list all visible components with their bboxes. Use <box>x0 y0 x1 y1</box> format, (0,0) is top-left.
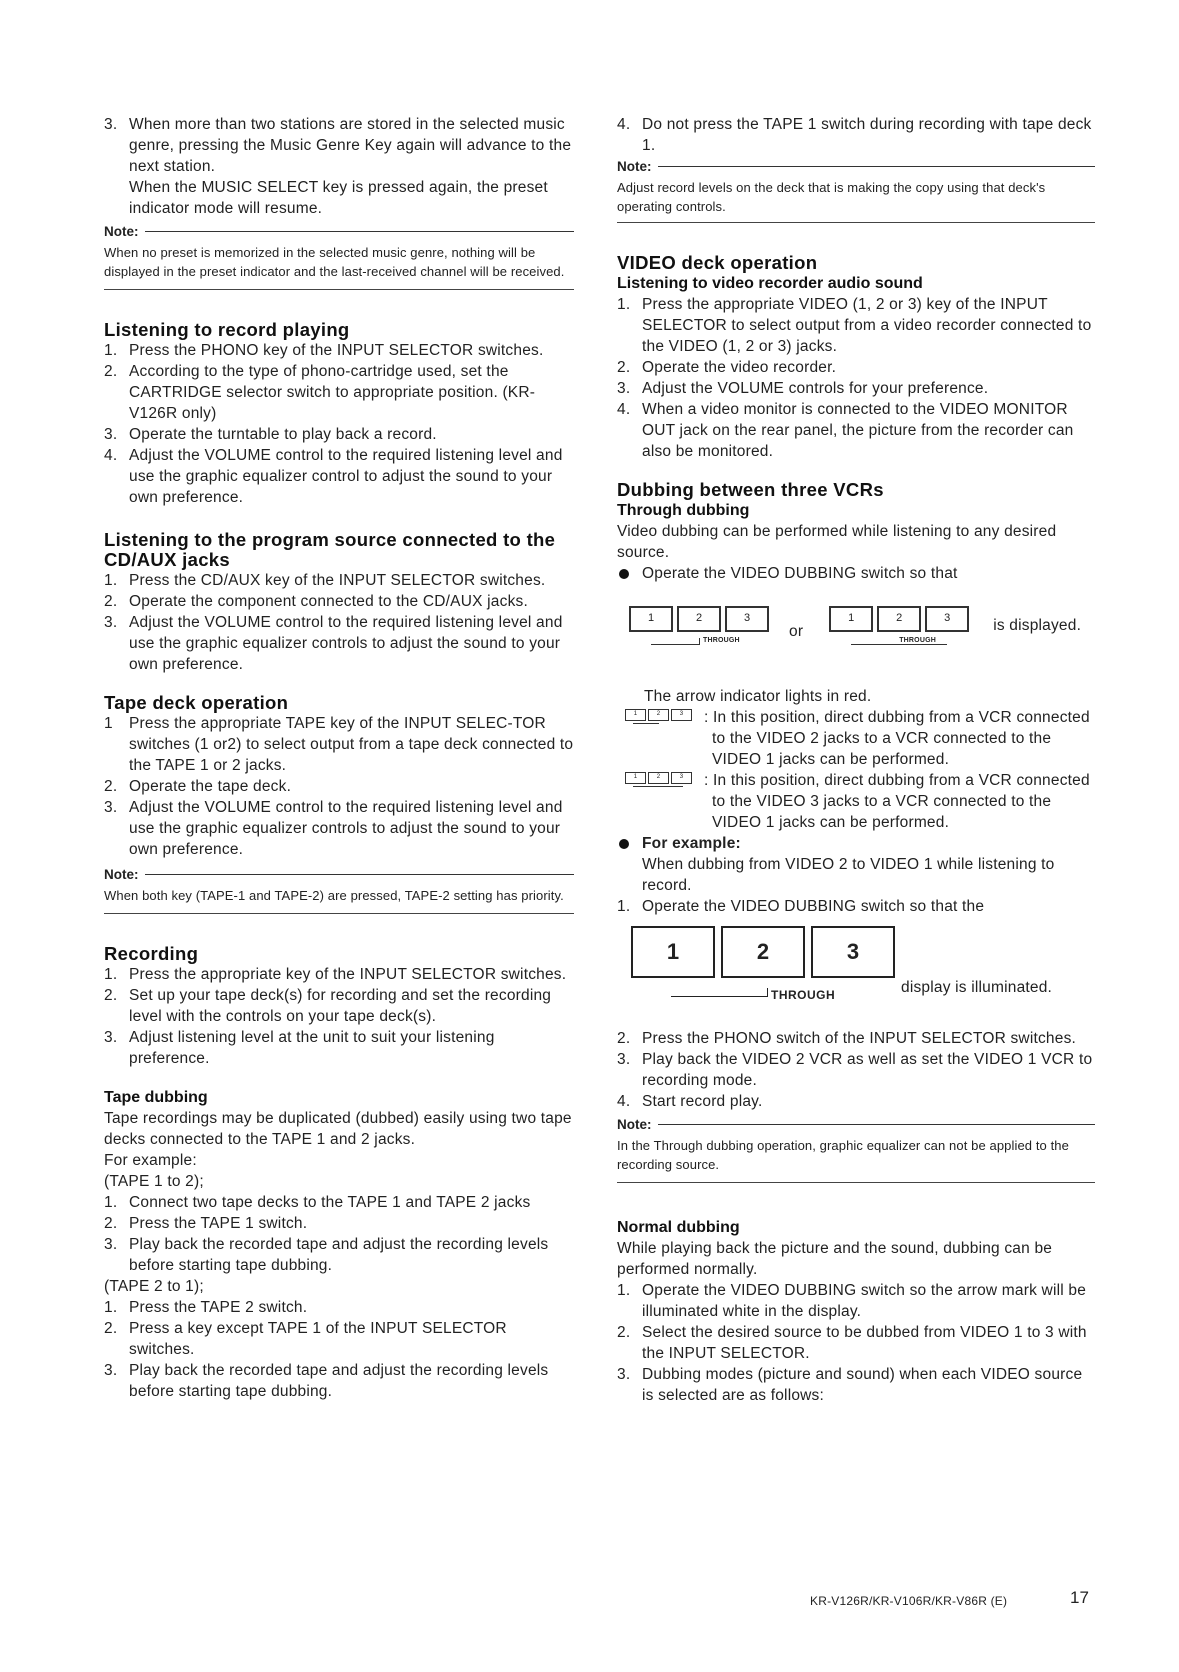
arrow-indicator <box>651 638 700 645</box>
list-item: 2. Set up your tape deck(s) for recording and set the recording level with the controls on your tape deck(s). <box>104 987 552 1025</box>
intro-list <box>617 114 1095 156</box>
note-label: Note: <box>617 1116 1095 1133</box>
list-item: 2. Press the PHONO switch of the INPUT SELECTOR switches. <box>617 1030 1077 1047</box>
left-column <box>104 114 574 1402</box>
page-number: 17 <box>1070 1588 1089 1607</box>
list-item: 2. Operate the tape deck. <box>104 778 292 795</box>
mini-display-icon: 1 2 3 <box>625 772 695 788</box>
list-item: 1 Press the appropriate TAPE key of the INPUT SELEC-TOR switches (1 or2) to select output from a tape deck connected to the TAPE 1 or 2 jacks. <box>104 715 574 774</box>
subsection-heading: Listening to video recorder audio sound <box>617 275 923 292</box>
list-item: 3. Adjust the VOLUME control to the required listening level and use the graphic equalizer controls to adjust the sound to your own preference. <box>104 614 563 673</box>
subsection-heading: Normal dubbing <box>617 1219 740 1236</box>
position-description: 1 2 3 : In this position, direct dubbing from a VCR connected to the VIDEO 2 jacks to a VCR connected to the VIDEO 1 jacks can be performed. <box>617 707 1095 770</box>
tape-deck-list <box>104 713 574 860</box>
list-item: 3. Play back the VIDEO 2 VCR as well as set the VIDEO 1 VCR to recording mode. <box>617 1051 1093 1089</box>
list-item: 3. Play back the recorded tape and adjust the recording levels before starting tape dubbing. <box>104 1362 549 1400</box>
display-through-video2: 1 2 3 THROUGH <box>629 606 779 648</box>
note-label: Note: <box>104 223 574 240</box>
arrow-indicator <box>671 988 768 997</box>
list-item: 1. Operate the VIDEO DUBBING switch so that the <box>617 898 985 915</box>
section-heading: VIDEO deck operation <box>617 252 818 273</box>
list-item: 1. Press the PHONO key of the INPUT SELECTOR switches. <box>104 342 544 359</box>
list-item: 4. Do not press the TAPE 1 switch during recording with tape deck 1. <box>617 116 1092 154</box>
section-heading: Listening to record playing <box>104 319 350 340</box>
list-item: 3. Adjust the VOLUME control to the required listening level and use the graphic equalizer controls to adjust the sound to your own preference. <box>104 799 563 858</box>
example-step-1 <box>617 896 1095 917</box>
intro-list <box>104 114 574 219</box>
list-item: 2. Press the TAPE 1 switch. <box>104 1215 308 1232</box>
list-item: 4. Adjust the VOLUME control to the required listening level and use the graphic equalizer control to adjust the sound to your own preference. <box>104 447 563 506</box>
list-item: 1. Press the TAPE 2 switch. <box>104 1299 308 1316</box>
tape-dubbing-list-1 <box>104 1192 574 1276</box>
list-item: 4. When a video monitor is connected to the VIDEO MONITOR OUT jack on the rear panel, the picture from the recorder can also be monitored. <box>617 401 1074 460</box>
paragraph: Tape recordings may be duplicated (dubbed) easily using two tape decks connected to the TAPE 1 and 2 jacks. <box>104 1110 572 1148</box>
paragraph: For example: <box>104 1152 197 1169</box>
note-label: Note: <box>104 866 574 883</box>
subsection-heading: Tape dubbing <box>104 1089 208 1106</box>
bullet-item: For example: <box>617 833 1095 854</box>
note-text: When no preset is memorized in the selected music genre, nothing will be displayed in the preset indicator and the last-received channel will be received. <box>104 245 565 279</box>
section-heading: Recording <box>104 943 199 964</box>
list-item: 1. Press the appropriate key of the INPUT SELECTOR switches. <box>104 966 567 983</box>
display-through-large: 1 2 3 THROUGH <box>631 926 901 1004</box>
illuminated-label: display is illuminated. <box>901 979 1053 996</box>
list-item: 3. Play back the recorded tape and adjust the recording levels before starting tape dubbing. <box>104 1236 549 1274</box>
list-item: 4. Start record play. <box>617 1093 763 1110</box>
section-heading: Dubbing between three VCRs <box>617 479 884 500</box>
list-item: 3. Dubbing modes (picture and sound) when each VIDEO source is selected are as follows: <box>617 1366 1083 1404</box>
paragraph: While playing back the picture and the sound, dubbing can be performed normally. <box>617 1240 1053 1278</box>
list-item: 3. Operate the turntable to play back a record. <box>104 426 437 443</box>
or-label: or <box>789 623 804 640</box>
cd-aux-list <box>104 570 574 675</box>
section-heading: Listening to the program source connected to the CD/AUX jacks <box>104 529 556 570</box>
example-steps <box>617 1028 1095 1112</box>
list-item: 1. Connect two tape decks to the TAPE 1 and TAPE 2 jacks <box>104 1194 531 1211</box>
list-item: 2. Press a key except TAPE 1 of the INPUT SELECTOR switches. <box>104 1320 507 1358</box>
list-item: 2. Operate the video recorder. <box>617 359 837 376</box>
note-text: When both key (TAPE-1 and TAPE-2) are pressed, TAPE-2 setting has priority. <box>104 888 564 903</box>
subsection-heading: Through dubbing <box>617 502 750 519</box>
list-item: 2. Operate the component connected to the CD/AUX jacks. <box>104 593 528 610</box>
tape-dubbing-list-2 <box>104 1297 574 1402</box>
list-item: 3. Adjust the VOLUME controls for your preference. <box>617 380 989 397</box>
paragraph: When dubbing from VIDEO 2 to VIDEO 1 while listening to record. <box>642 856 1055 894</box>
large-display-diagram <box>631 926 1095 1004</box>
list-item: 3. When more than two stations are stored in the selected music genre, pressing the Music Genre Key again will advance to the next station. When the MUSIC SELECT key is pressed again, the preset indicator mode will resume. <box>104 116 572 217</box>
note-text: In the Through dubbing operation, graphic equalizer can not be applied to the recording source. <box>617 1138 1069 1172</box>
recording-list <box>104 964 574 1069</box>
record-playing-list <box>104 340 574 508</box>
footer-model-numbers: KR-V126R/KR-V106R/KR-V86R (E) <box>810 1594 1008 1608</box>
section-heading: Tape deck operation <box>104 692 289 713</box>
list-item: 1. Operate the VIDEO DUBBING switch so the arrow mark will be illuminated white in the display. <box>617 1282 1087 1320</box>
paragraph: (TAPE 1 to 2); <box>104 1173 204 1190</box>
paragraph: The arrow indicator lights in red. <box>644 688 872 705</box>
paragraph: Video dubbing can be performed while listening to any desired source. <box>617 523 1057 561</box>
normal-dubbing-list <box>617 1280 1095 1406</box>
display-through-video3: 1 2 3 THROUGH <box>829 606 979 648</box>
note-label: Note: <box>617 158 1095 175</box>
is-displayed-label: is displayed. <box>993 617 1082 634</box>
right-column <box>617 114 1095 1406</box>
list-item: 2. Select the desired source to be dubbed from VIDEO 1 to 3 with the INPUT SELECTOR. <box>617 1324 1087 1362</box>
list-item: 1. Press the appropriate VIDEO (1, 2 or 3) key of the INPUT SELECTOR to select output from a video recorder connected to the VIDEO (1, 2 or 3) jacks. <box>617 296 1092 355</box>
bullet-item: Operate the VIDEO DUBBING switch so that <box>617 563 1095 584</box>
dubbing-display-diagram <box>629 602 1095 648</box>
paragraph: (TAPE 2 to 1); <box>104 1278 204 1295</box>
note-text: Adjust record levels on the deck that is making the copy using that deck's operating controls. <box>617 180 1046 214</box>
video-deck-list <box>617 294 1095 462</box>
mini-display-icon: 1 2 3 <box>625 709 695 725</box>
list-item: 1. Press the CD/AUX key of the INPUT SELECTOR switches. <box>104 572 546 589</box>
list-item: 2. According to the type of phono-cartridge used, set the CARTRIDGE selector switch to appropriate position. (KR-V126R only) <box>104 363 536 422</box>
list-item: 3. Adjust listening level at the unit to suit your listening preference. <box>104 1029 495 1067</box>
position-description: 1 2 3 : In this position, direct dubbing from a VCR connected to the VIDEO 3 jacks to a VCR connected to the VIDEO 1 jacks can be performed. <box>617 770 1095 833</box>
